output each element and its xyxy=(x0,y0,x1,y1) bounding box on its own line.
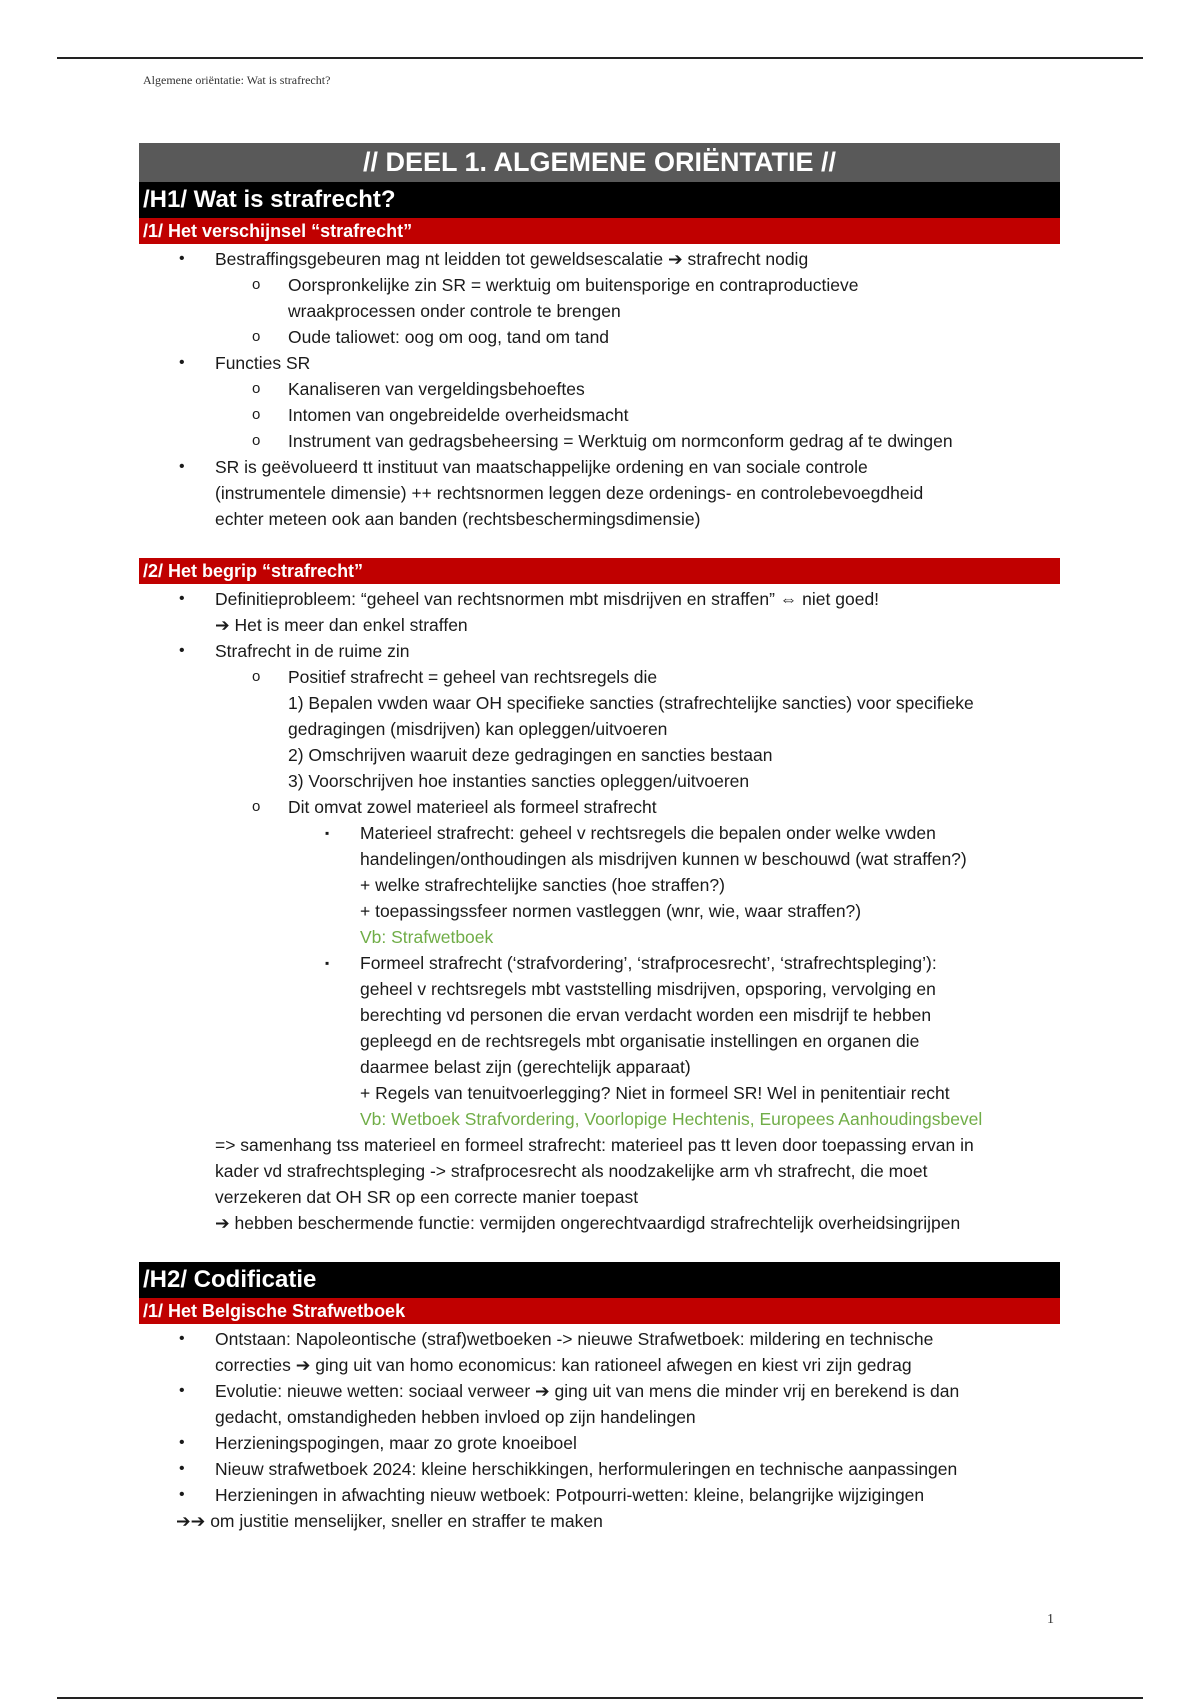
list-item: • SR is geëvolueerd tt instituut van maatschappelijke ordening en van sociale controle (instrumentele dimensie) ++ rechtsnormen leggen deze ordenings- en controlebevoegdheid echter meteen ook aan banden (rechtsbeschermingsdimensie) xyxy=(139,454,1060,532)
list-item-formeel: ▪ Formeel strafrecht (‘strafvordering’, ‘strafprocesrecht’, ‘strafrechtspleging’): geheel v rechtsregels mbt vaststelling misdrijven, opsporing, vervolging en berechting vd personen die ervan verdacht worden een misdrijf te hebben gepleegd en de rechtsregels mbt organisatie instellingen en organen die daarmee belast zijn (gerechtelijk apparaat) + Regels van tenuitvoerlegging? Niet in formeel SR! Wel in penitentiair recht Vb: Wetboek Strafvordering, Voorlopige Hechtenis, Europees Aanhoudingsbevel xyxy=(139,950,1060,1132)
numbered-item: 2) Omschrijven waaruit deze gedragingen en sancties bestaan xyxy=(288,745,773,765)
example-text: Vb: Wetboek Strafvordering, Voorlopige Hechtenis, Europees Aanhoudingsbevel xyxy=(360,1109,983,1129)
list-item: o Kanaliseren van vergeldingsbehoeftes xyxy=(139,376,1060,402)
bullet-marker: • xyxy=(179,458,185,475)
circle-marker: o xyxy=(252,432,261,449)
chapter-title-h2: /H2/ Codificatie xyxy=(139,1262,1060,1298)
section-title-h1-1: /1/ Het verschijnsel “strafrecht” xyxy=(139,218,1060,244)
bullet-marker: • xyxy=(179,250,185,267)
list-item-materieel: ▪ Materieel strafrecht: geheel v rechtsregels die bepalen onder welke vwden handelingen/onthoudingen als misdrijven kunnen w beschouwd (wat straffen?) + welke strafrechtelijke sancties (hoe straffen?) + toepassingssfeer normen vastleggen (wnr, wie, waar straffen?) Vb: Strafwetboek xyxy=(139,820,1060,950)
list-item: • Herzieningspogingen, maar zo grote knoeiboel xyxy=(139,1430,1060,1456)
list-item: o Positief strafrecht = geheel van rechtsregels die xyxy=(139,664,1060,690)
circle-marker: o xyxy=(252,668,261,685)
bullet-marker: • xyxy=(179,1486,185,1503)
list-item: • Evolutie: nieuwe wetten: sociaal verweer ➔ ging uit van mens die minder vrij en berekend is dan gedacht, omstandigheden hebben invloed op zijn handelingen xyxy=(139,1378,1060,1430)
list-item: • Nieuw strafwetboek 2024: kleine herschikkingen, herformuleringen en technische aanpassingen xyxy=(139,1456,1060,1482)
list-item: • Herzieningen in afwachting nieuw wetboek: Potpourri-wetten: kleine, belangrijke wijzigingen xyxy=(139,1482,1060,1508)
chapter-title-h1: /H1/ Wat is strafrecht? xyxy=(139,182,1060,218)
bullet-marker: • xyxy=(179,354,185,371)
circle-marker: o xyxy=(252,406,261,423)
section-title-h1-2: /2/ Het begrip “strafrecht” xyxy=(139,558,1060,584)
circle-marker: o xyxy=(252,276,261,293)
list-item: o Oude taliowet: oog om oog, tand om tand xyxy=(139,324,1060,350)
bottom-rule xyxy=(57,1697,1143,1699)
square-marker: ▪ xyxy=(325,826,330,840)
list-item: o Intomen van ongebreidelde overheidsmacht xyxy=(139,402,1060,428)
page-content xyxy=(139,143,1060,1534)
top-rule xyxy=(57,57,1143,59)
list-item: o Instrument van gedragsbeheersing = Werktuig om normconform gedrag af te dwingen xyxy=(139,428,1060,454)
square-marker: ▪ xyxy=(325,956,330,970)
circle-marker: o xyxy=(252,380,261,397)
bullet-marker: • xyxy=(179,1330,185,1347)
conclusion-paragraph: => samenhang tss materieel en formeel strafrecht: materieel pas tt leven door toepassing ervan in kader vd strafrechtspleging -> strafprocesrecht als noodzakelijke arm vh strafrecht, die moet verzekeren dat OH SR op een correcte manier toepast ➔ hebben beschermende functie: vermijden ongerechtvaardigd strafrechtelijk overheidsingrijpen xyxy=(215,1135,974,1233)
running-header: Algemene oriëntatie: Wat is strafrecht? xyxy=(143,73,331,87)
list-item: o Dit omvat zowel materieel als formeel strafrecht xyxy=(139,794,1060,820)
circle-marker: o xyxy=(252,798,261,815)
bullet-marker: • xyxy=(179,590,185,607)
list-item: • Definitieprobleem: “geheel van rechtsnormen mbt misdrijven en straffen” ⇔ niet goed! ➔ Het is meer dan enkel straffen xyxy=(139,586,1060,638)
list-item: • Strafrecht in de ruime zin xyxy=(139,638,1060,664)
list-item: • Bestraffingsgebeuren mag nt leidden tot geweldsescalatie ➔ strafrecht nodig xyxy=(139,246,1060,272)
bullet-marker: • xyxy=(179,642,185,659)
list-item: • Functies SR xyxy=(139,350,1060,376)
part-title: // DEEL 1. ALGEMENE ORIËNTATIE // xyxy=(139,143,1060,182)
list-item: o Oorspronkelijke zin SR = werktuig om buitensporige en contraproductieve wraakprocessen onder controle te brengen xyxy=(139,272,1060,324)
page-number: 1 xyxy=(1047,1612,1054,1627)
bullet-marker: • xyxy=(179,1460,185,1477)
numbered-item: 1) Bepalen vwden waar OH specifieke sancties (strafrechtelijke sancties) voor specifieke gedragingen (misdrijven) kan opleggen/uitvoeren xyxy=(288,693,974,739)
numbered-item: 3) Voorschrijven hoe instanties sancties opleggen/uitvoeren xyxy=(288,771,750,791)
closing-line: ➔➔ om justitie menselijker, sneller en straffer te maken xyxy=(176,1511,603,1531)
circle-marker: o xyxy=(252,328,261,345)
bullet-marker: • xyxy=(179,1434,185,1451)
list-item: • Ontstaan: Napoleontische (straf)wetboeken -> nieuwe Strafwetboek: mildering en technische correcties ➔ ging uit van homo economicus: kan rationeel afwegen en kiest vri zijn gedrag xyxy=(139,1326,1060,1378)
section-title-h2-1: /1/ Het Belgische Strafwetboek xyxy=(139,1298,1060,1324)
example-text: Vb: Strafwetboek xyxy=(360,927,494,947)
bullet-marker: • xyxy=(179,1382,185,1399)
